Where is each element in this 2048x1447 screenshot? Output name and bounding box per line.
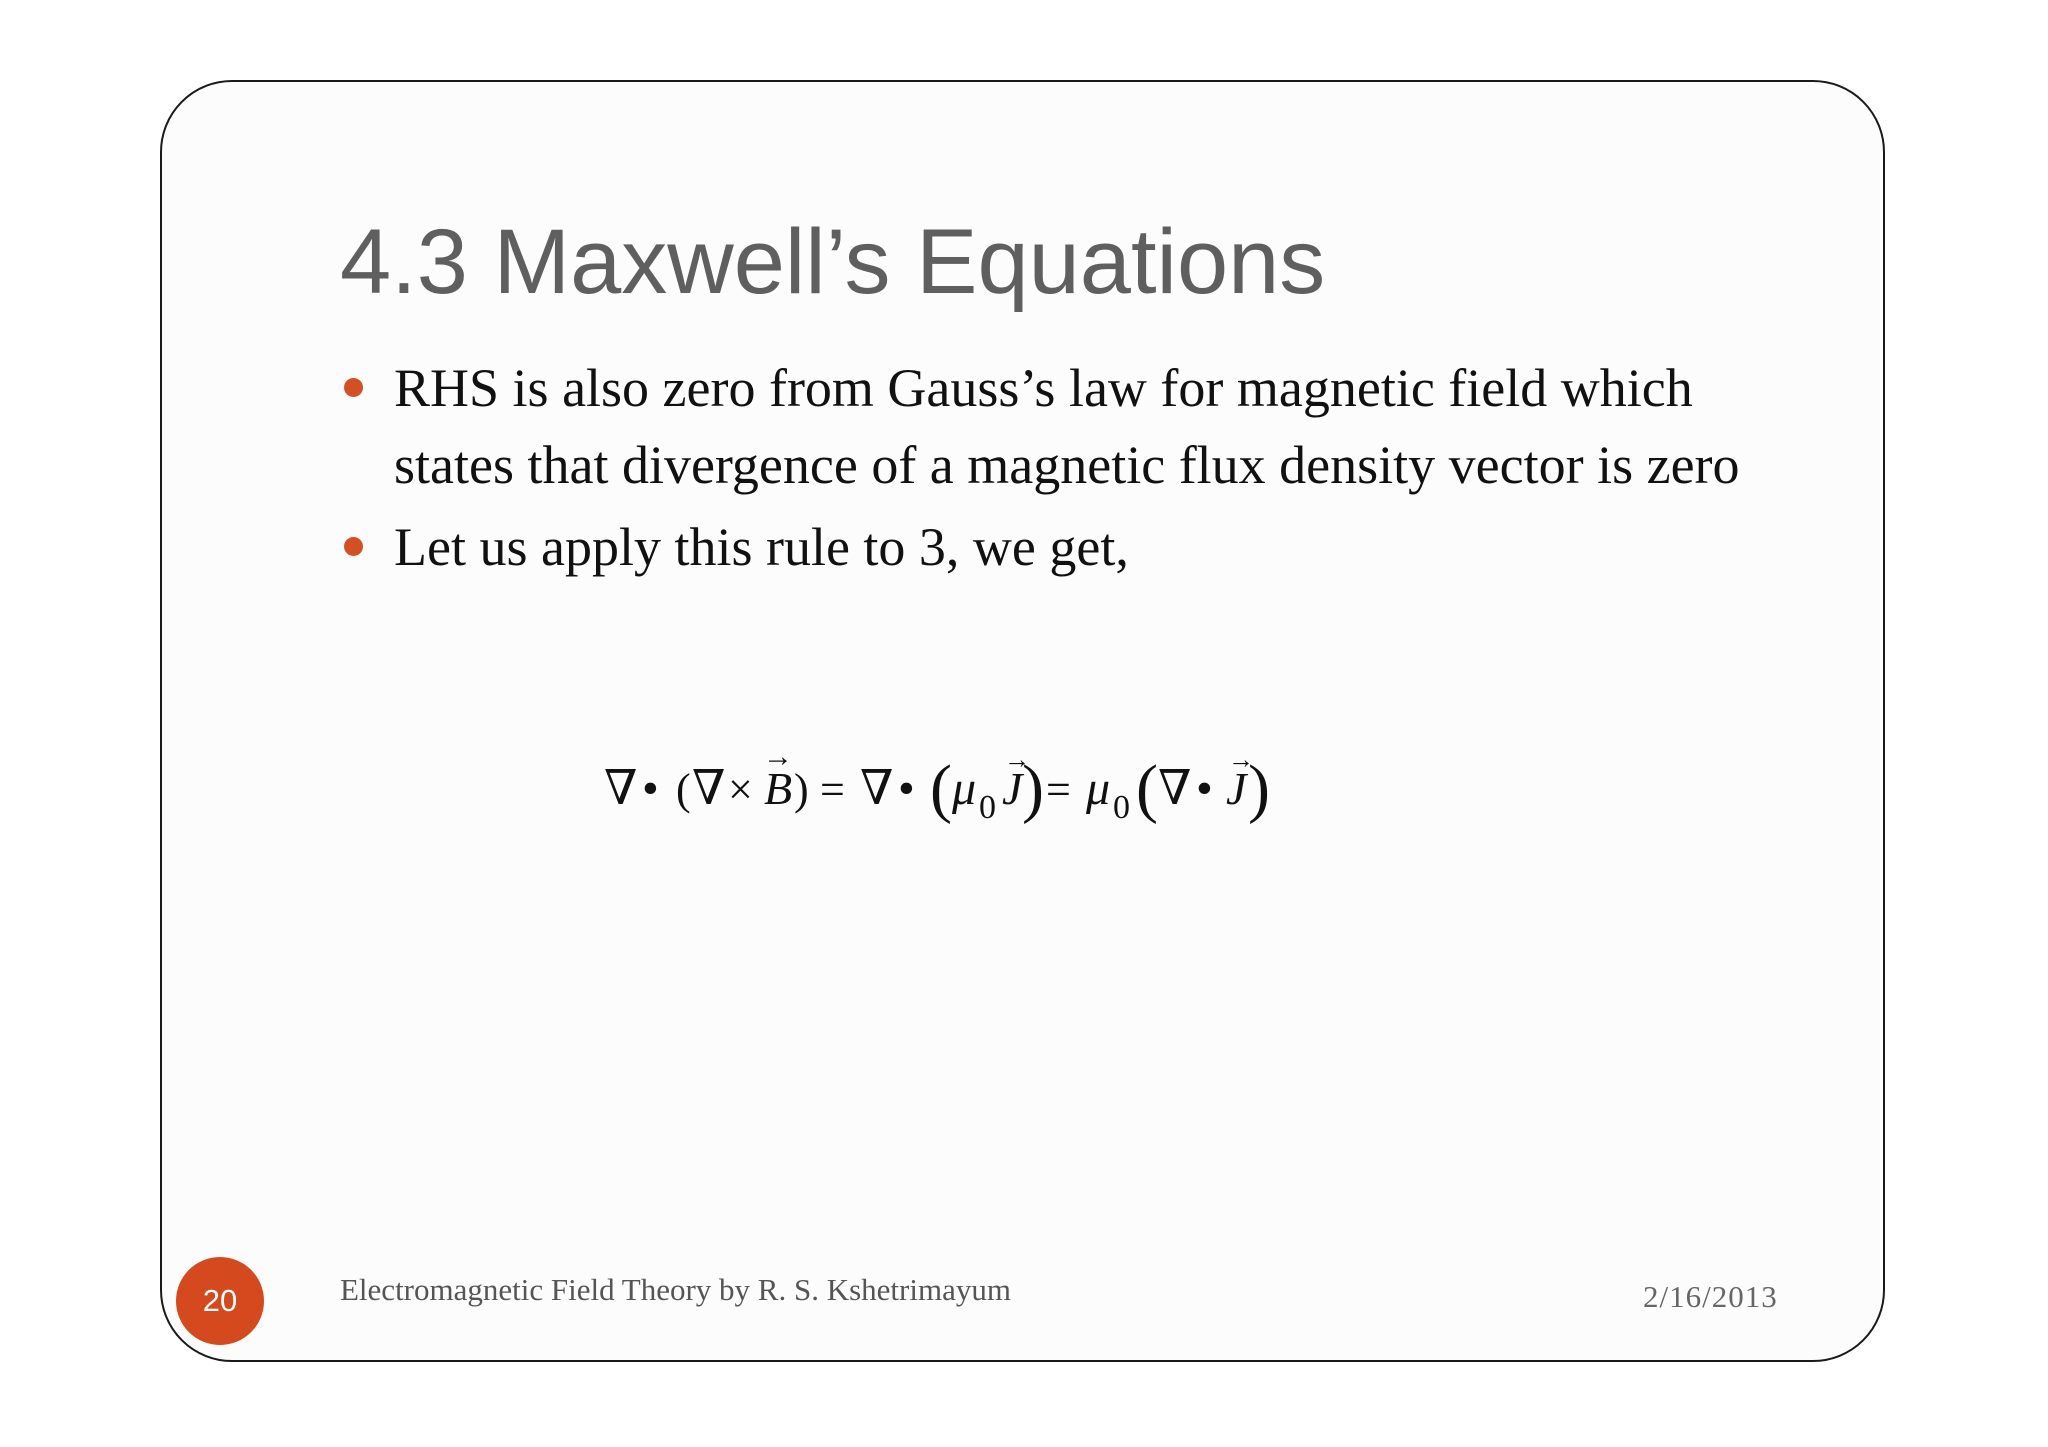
eq-subscript: 0 (1113, 789, 1130, 826)
footer-author: Electromagnetic Field Theory by R. S. Kshetrimayum (340, 1272, 1011, 1307)
bullet-dot-icon (344, 378, 363, 397)
eq-equals: = (1046, 765, 1071, 814)
eq-nabla: ∇ (692, 762, 726, 815)
bullet-list (340, 350, 1760, 591)
eq-subscript: 0 (979, 789, 996, 826)
slide-title: 4.3 Maxwell’s Equations (340, 211, 1326, 313)
eq-mu: μ (1086, 762, 1111, 815)
page-number: 20 (202, 1283, 238, 1318)
eq-dot: • (1196, 762, 1213, 815)
eq-big-lparen: ( (1136, 752, 1158, 825)
bullet-text: RHS is also zero from Gauss’s law for magnetic field which states that divergence of a magnetic flux density vector is zero (394, 358, 1740, 495)
eq-vector-arrow: → (1004, 745, 1030, 774)
footer-date: 2/16/2013 (1643, 1279, 1778, 1314)
eq-dot: • (642, 762, 659, 815)
bullet-item (340, 350, 1760, 504)
bullet-item (340, 509, 1760, 586)
page-number-badge (176, 1257, 264, 1345)
eq-big-rparen: ) (1248, 752, 1270, 825)
eq-vector-arrow: → (763, 740, 793, 773)
eq-b: B (764, 763, 793, 814)
bullet-dot-icon (344, 537, 363, 556)
eq-equals: = (820, 765, 845, 814)
equation (604, 742, 1284, 832)
eq-dot: • (898, 762, 915, 815)
eq-lparen: ( (676, 765, 691, 814)
eq-vector-arrow: → (1228, 745, 1254, 774)
equation-graphic (604, 742, 1284, 832)
eq-cross: × (728, 765, 753, 814)
eq-j: J (1226, 763, 1247, 814)
eq-j: J (1002, 763, 1023, 814)
eq-rparen: ) (794, 765, 809, 814)
eq-nabla: ∇ (604, 762, 638, 815)
eq-nabla: ∇ (1158, 762, 1192, 815)
eq-nabla: ∇ (860, 762, 894, 815)
eq-big-lparen: ( (930, 752, 952, 825)
eq-big-rparen: ) (1022, 752, 1044, 825)
bullet-text: Let us apply this rule to 3, we get, (394, 517, 1129, 577)
eq-mu: μ (952, 762, 977, 815)
